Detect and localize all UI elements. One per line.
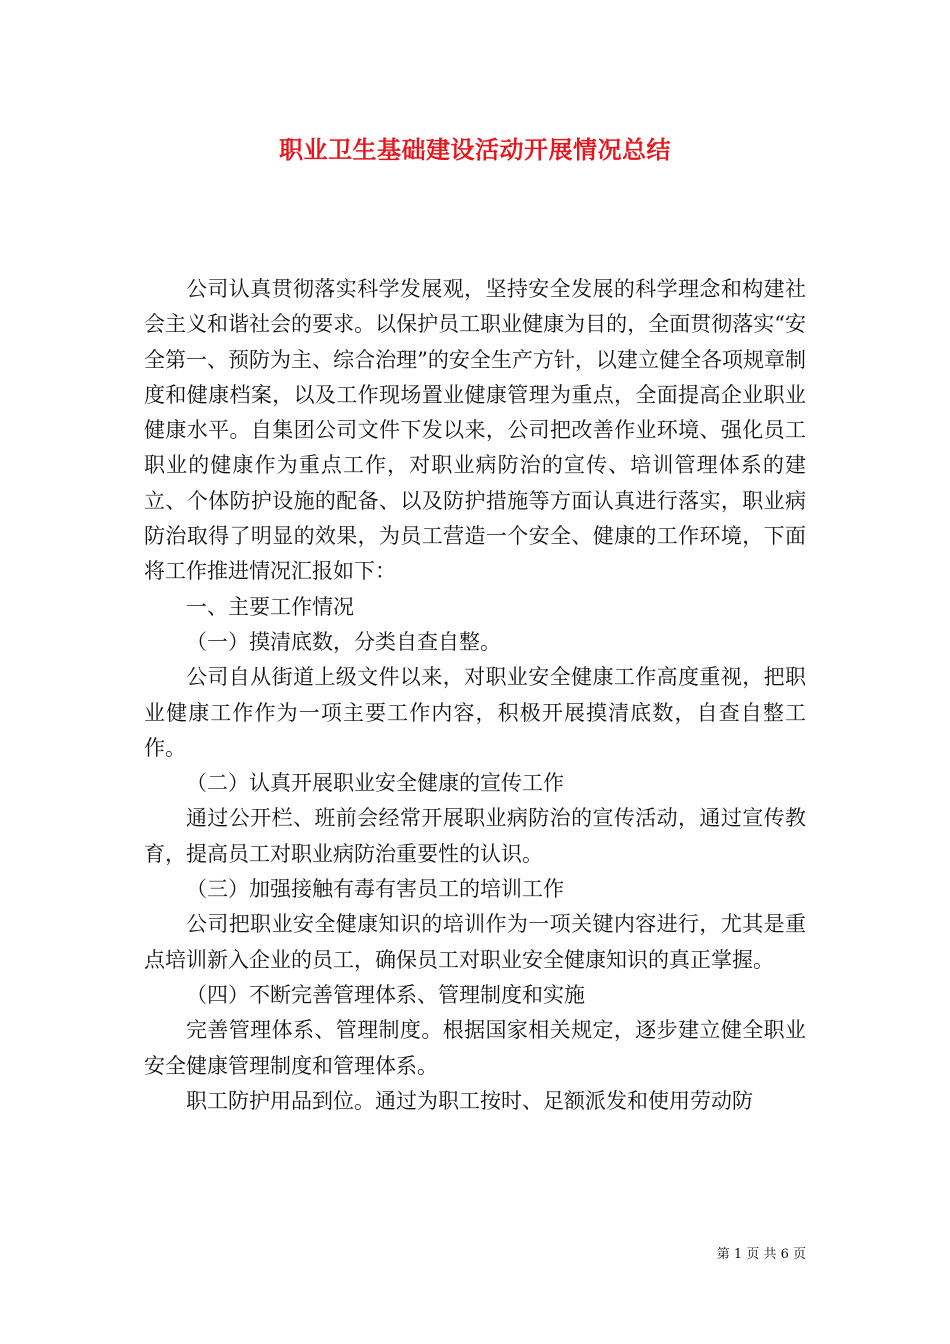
paragraph-5: 职工防护用品到位。通过为职工按时、足额派发和使用劳动防 (186, 1088, 753, 1113)
document-title: 职业卫生基础建设活动开展情况总结 (279, 135, 671, 164)
section-heading-main-work: 一、主要工作情况 (186, 594, 354, 619)
subheading-2: （二）认真开展职业安全健康的宣传工作 (186, 771, 564, 796)
paragraph-3: 公司把职业安全健康知识的培训作为一项关键内容进行，尤其是重点培训新入企业的员工，确保员工对职业安全健康知识的真正掌握。 (144, 912, 806, 972)
paragraph-1: 公司自从街道上级文件以来，对职业安全健康工作高度重视，把职业健康工作作为一项主要工作内容，积极开展摸清底数，自查自整工作。 (144, 665, 806, 760)
subheading-3: （三）加强接触有毒有害员工的培训工作 (186, 877, 564, 902)
subheading-1: （一）摸清底数，分类自查自整。 (186, 629, 501, 654)
page-number: 第 1 页 共 6 页 (716, 1247, 806, 1262)
paragraph-2: 通过公开栏、班前会经常开展职业病防治的宣传活动，通过宣传教育，提高员工对职业病防治重要性的认识。 (144, 806, 806, 866)
paragraph-intro: 公司认真贯彻落实科学发展观，坚持安全发展的科学理念和构建社会主义和谐社会的要求。以保护员工职业健康为目的，全面贯彻落实“安全第一、预防为主、综合治理”的安全生产方针，以建立健全各项规章制度和健康档案，以及工作现场置业健康管理为重点，全面提高企业职业健康水平。自集团公司文件下发以来，公司把改善作业环境、强化员工职业的健康作为重点工作，对职业病防治的宣传、培训管理体系的建立、个体防护设施的配备、以及防护措施等方面认真进行落实，职业病防治取得了明显的效果，为员工营造一个安全、健康的工作环境，下面将工作推进情况汇报如下： (144, 277, 806, 584)
subheading-4: （四）不断完善管理体系、管理制度和实施 (186, 982, 585, 1007)
paragraph-4: 完善管理体系、管理制度。根据国家相关规定，逐步建立健全职业安全健康管理制度和管理体系。 (144, 1018, 806, 1078)
document-body (144, 272, 806, 1119)
